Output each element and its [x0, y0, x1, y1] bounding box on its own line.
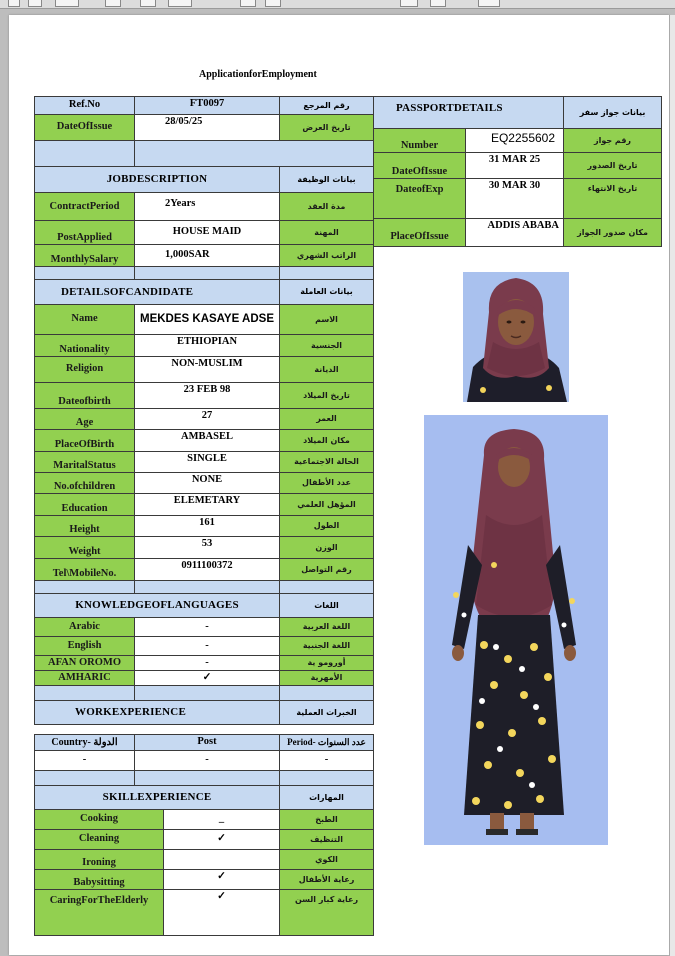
table-row	[374, 153, 662, 179]
field-label-ar: الراتب الشهري	[280, 245, 374, 267]
toolbar-button[interactable]	[478, 0, 500, 7]
work-column-post: Post	[135, 735, 280, 751]
skill-label-ar: الكوي	[280, 850, 374, 870]
language-label: English	[35, 637, 135, 656]
field-value: 0911100372	[135, 559, 280, 581]
table-row	[35, 656, 374, 671]
table-row	[35, 193, 374, 221]
skill-label: Cooking	[35, 810, 164, 830]
toolbar-button[interactable]	[105, 0, 121, 7]
field-label-ar: تاريخ الميلاد	[280, 383, 374, 409]
candidate-header: DETAILSOFCANDIDATE	[35, 280, 280, 305]
passport-header-ar: بيانات جواز سفر	[564, 97, 662, 129]
field-label: Nationality	[35, 335, 135, 357]
date-of-issue-label: DateOfIssue	[35, 115, 135, 141]
skill-value: ✓	[164, 870, 280, 890]
toolbar-button[interactable]	[240, 0, 256, 7]
application-table	[34, 96, 374, 725]
work-column-country: Country- الدولة	[35, 735, 135, 751]
table-row	[35, 637, 374, 656]
section-header-languages	[35, 594, 374, 618]
field-value: 2Years	[135, 193, 280, 221]
language-value: -	[135, 656, 280, 671]
page-number-input[interactable]	[168, 0, 192, 7]
languages-header: KNOWLEDGEOFLANGUAGES	[35, 594, 280, 618]
job-header-ar: بيانات الوظيفة	[280, 167, 374, 193]
spacer-row	[35, 141, 374, 167]
field-label-ar: العمر	[280, 409, 374, 430]
work-header-ar: الخبرات العملية	[280, 701, 374, 725]
work-value: -	[280, 751, 374, 771]
passport-label: DateofExp	[374, 179, 466, 219]
spacer-row	[35, 686, 374, 701]
field-label-ar: رقم التواصل	[280, 559, 374, 581]
table-row	[35, 537, 374, 559]
table-row	[35, 335, 374, 357]
table-row	[35, 115, 374, 141]
work-experience-table	[34, 734, 374, 786]
passport-label-ar: تاريخ الانتهاء	[564, 179, 662, 219]
passport-header: PASSPORTDETAILS	[374, 97, 564, 129]
field-label: PlaceOfBirth	[35, 430, 135, 452]
skill-value: _	[164, 810, 280, 830]
toolbar-button[interactable]	[55, 0, 79, 7]
languages-header-ar: اللغات	[280, 594, 374, 618]
passport-label-ar: تاريخ الصدور	[564, 153, 662, 179]
language-value: ✓	[135, 671, 280, 686]
table-row	[35, 516, 374, 537]
table-row	[35, 473, 374, 494]
skills-header-ar: المهارات	[280, 786, 374, 810]
table-row	[35, 870, 374, 890]
language-label: Arabic	[35, 618, 135, 637]
spacer-row	[35, 581, 374, 594]
table-row	[35, 751, 374, 771]
table-row	[35, 245, 374, 267]
section-header-passport	[374, 97, 662, 129]
toolbar-button[interactable]	[28, 0, 42, 7]
field-label: Name	[35, 305, 135, 335]
full-body-photo	[424, 415, 608, 845]
scrollbar[interactable]	[669, 15, 675, 956]
field-label-ar: الجنسية	[280, 335, 374, 357]
passport-label-ar: رقم جواز	[564, 129, 662, 153]
table-row	[374, 179, 662, 219]
field-value: ETHIOPIAN	[135, 335, 280, 357]
skill-value	[164, 850, 280, 870]
toolbar-button[interactable]	[400, 0, 418, 7]
field-label-ar: الديانة	[280, 357, 374, 383]
field-label-ar: عدد الأطفال	[280, 473, 374, 494]
table-row	[35, 305, 374, 335]
table-row	[374, 219, 662, 247]
field-label: Religion	[35, 357, 135, 383]
passport-number: EQ2255602	[466, 129, 564, 153]
passport-value: 30 MAR 30	[466, 179, 564, 219]
section-header-candidate	[35, 280, 374, 305]
field-label: MonthlySalary	[35, 245, 135, 267]
field-label-ar: مدة العقد	[280, 193, 374, 221]
work-value: -	[35, 751, 135, 771]
passport-value: 31 MAR 25	[466, 153, 564, 179]
section-header-work	[35, 701, 374, 725]
field-label: Age	[35, 409, 135, 430]
field-value: 27	[135, 409, 280, 430]
passport-label: PlaceOfIssue	[374, 219, 466, 247]
field-label-ar: الطول	[280, 516, 374, 537]
skill-label: Babysitting	[35, 870, 164, 890]
table-row	[35, 494, 374, 516]
field-label: No.ofchildren	[35, 473, 135, 494]
portrait-photo	[463, 272, 569, 402]
skill-label: Ironing	[35, 850, 164, 870]
field-label-ar: المهنة	[280, 221, 374, 245]
candidate-header-ar: بيانات العاملة	[280, 280, 374, 305]
field-label-ar: مكان الميلاد	[280, 430, 374, 452]
skill-label-ar: رعاية الأطفال	[280, 870, 374, 890]
passport-value: ADDIS ABABA	[466, 219, 564, 247]
candidate-name: MEKDES KASAYE ADSE	[135, 305, 280, 335]
work-value: -	[135, 751, 280, 771]
field-value: 53	[135, 537, 280, 559]
language-label: AFAN OROMO	[35, 656, 135, 671]
table-row	[35, 559, 374, 581]
field-value: SINGLE	[135, 452, 280, 473]
table-row	[374, 129, 662, 153]
section-header-job	[35, 167, 374, 193]
field-label: MaritalStatus	[35, 452, 135, 473]
skill-label-ar: التنظيف	[280, 830, 374, 850]
field-label: Height	[35, 516, 135, 537]
language-label-ar: اللغة الجنبية	[280, 637, 374, 656]
table-row	[35, 810, 374, 830]
field-label: ContractPeriod	[35, 193, 135, 221]
skills-header: SKILLEXPERIENCE	[35, 786, 280, 810]
language-value: -	[135, 618, 280, 637]
table-row	[35, 409, 374, 430]
field-value: NONE	[135, 473, 280, 494]
table-row	[35, 890, 374, 936]
toolbar-button[interactable]	[430, 0, 446, 7]
field-label-ar: المؤهل العلمي	[280, 494, 374, 516]
spacer-row	[35, 267, 374, 280]
spacer-row	[35, 771, 374, 786]
language-label-ar: الأمهرية	[280, 671, 374, 686]
table-row	[35, 830, 374, 850]
passport-table	[373, 96, 662, 247]
skill-label-ar: الطبخ	[280, 810, 374, 830]
skill-label-ar: رعاية كبار السن	[280, 890, 374, 936]
field-value: ELEMETARY	[135, 494, 280, 516]
language-label-ar: اللغة العربية	[280, 618, 374, 637]
passport-label-ar: مكان صدور الجواز	[564, 219, 662, 247]
field-label: Dateofbirth	[35, 383, 135, 409]
skill-value: ✓	[164, 830, 280, 850]
field-value: 1,000SAR	[135, 245, 280, 267]
skill-label: CaringForTheElderly	[35, 890, 164, 936]
ref-label-ar: رقم المرجع	[280, 97, 374, 115]
field-value: 161	[135, 516, 280, 537]
date-of-issue-value: 28/05/25	[135, 115, 280, 141]
field-label-ar: الحالة الاجتماعية	[280, 452, 374, 473]
table-row	[35, 383, 374, 409]
skills-table	[34, 785, 374, 936]
work-column-period: Period- عدد السنوات	[280, 735, 374, 751]
table-row	[35, 735, 374, 751]
language-value: -	[135, 637, 280, 656]
field-label-ar: الوزن	[280, 537, 374, 559]
table-row	[35, 221, 374, 245]
date-of-issue-label-ar: تاريخ العرض	[280, 115, 374, 141]
viewer-toolbar	[0, 0, 675, 9]
skill-value: ✓	[164, 890, 280, 936]
field-value: AMBASEL	[135, 430, 280, 452]
table-row	[35, 430, 374, 452]
document-title: ApplicationforEmployment	[199, 69, 317, 80]
language-label-ar: أورومو ية	[280, 656, 374, 671]
toolbar-button[interactable]	[140, 0, 156, 7]
field-label: Weight	[35, 537, 135, 559]
field-label: Education	[35, 494, 135, 516]
table-row	[35, 452, 374, 473]
field-value: HOUSE MAID	[135, 221, 280, 245]
table-row	[35, 850, 374, 870]
toolbar-button[interactable]	[8, 0, 20, 7]
ref-label: Ref.No	[35, 97, 135, 115]
field-label: PostApplied	[35, 221, 135, 245]
skill-label: Cleaning	[35, 830, 164, 850]
field-value: 23 FEB 98	[135, 383, 280, 409]
ref-value: FT0097	[135, 97, 280, 115]
section-header-skills	[35, 786, 374, 810]
toolbar-button[interactable]	[265, 0, 281, 7]
table-row	[35, 357, 374, 383]
job-header: JOBDESCRIPTION	[35, 167, 280, 193]
table-row	[35, 671, 374, 686]
field-label-ar: الاسم	[280, 305, 374, 335]
table-row	[35, 97, 374, 115]
work-header: WORKEXPERIENCE	[35, 701, 280, 725]
passport-label: Number	[374, 129, 466, 153]
table-row	[35, 618, 374, 637]
field-value: NON-MUSLIM	[135, 357, 280, 383]
passport-label: DateOfIssue	[374, 153, 466, 179]
field-label: Tel\MobileNo.	[35, 559, 135, 581]
language-label: AMHARIC	[35, 671, 135, 686]
